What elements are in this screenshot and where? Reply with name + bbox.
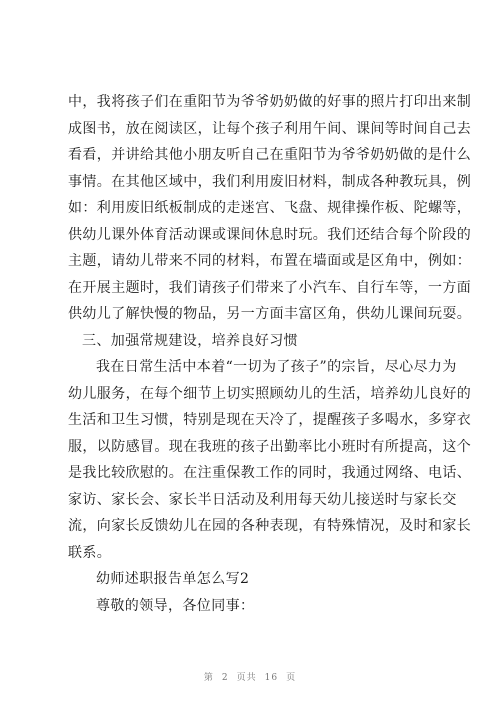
body-line: 主题，请幼儿带来不同的材料，布置在墙面或是区角中，例如： [68, 253, 472, 269]
body-line: 中，我将孩子们在重阳节为爷爷奶奶做的好事的照片打印出来制 [68, 94, 472, 110]
document-body [68, 89, 472, 619]
current-page-number: 2 [221, 673, 229, 683]
body-line: 如：利用废旧纸板制成的走迷宫、飞盘、规律操作板、陀螺等， [68, 200, 472, 216]
body-line: 供幼儿课外体育活动课或课间休息时玩。我们还结合每个阶段的 [68, 226, 472, 243]
body-line: 成图书，放在阅读区，让每个孩子利用午间、课间等时间自己去 [68, 120, 472, 137]
body-line: 流，向家长反馈幼儿在园的各种表现，有特殊情况，及时和家长 [68, 518, 472, 534]
body-line: 生活和卫生习惯，特别是现在天冷了，提醒孩子多喝水，多穿衣 [68, 412, 472, 428]
body-line: 服，以防感冒。现在我班的孩子出勤率比小班时有所提高，这个 [68, 438, 472, 455]
footer-suffix: 页 [286, 673, 297, 683]
body-line: 看看，并讲给其他小朋友听自己在重阳节为爷爷奶奶做的是什么 [68, 147, 472, 163]
body-line: 家访、家长会、家长半日活动及利用每天幼儿接送时与家长交 [68, 491, 457, 508]
footer-prefix: 第 [203, 673, 214, 683]
body-line: 联系。 [68, 544, 112, 561]
page-footer [0, 670, 500, 683]
body-line: 事情。在其他区域中，我们利用废旧材料，制成各种教玩具，例 [68, 173, 472, 190]
footer-middle: 页共 [236, 673, 257, 683]
salutation-line: 尊敬的领导，各位同事： [96, 597, 255, 614]
document-subtitle: 幼师述职报告单怎么写2 [96, 571, 250, 587]
paragraph-start-line: 我在日常生活中本着“一切为了孩子”的宗旨，尽心尽力为 [96, 359, 457, 375]
section-heading: 三、加强常规建设，培养良好习惯 [82, 332, 298, 349]
body-line: 是我比较欣慰的。在注重保教工作的同时，我通过网络、电话、 [68, 465, 472, 481]
total-page-count: 16 [264, 673, 279, 683]
body-line: 在开展主题时，我们请孩子们带来了小汽车、自行车等，一方面 [68, 279, 472, 296]
body-line: 幼儿服务，在每个细节上切实照顾幼儿的生活，培养幼儿良好的 [68, 385, 472, 402]
body-line: 供幼儿了解快慢的物品，另一方面丰富区角，供幼儿课间玩耍。 [68, 306, 472, 322]
